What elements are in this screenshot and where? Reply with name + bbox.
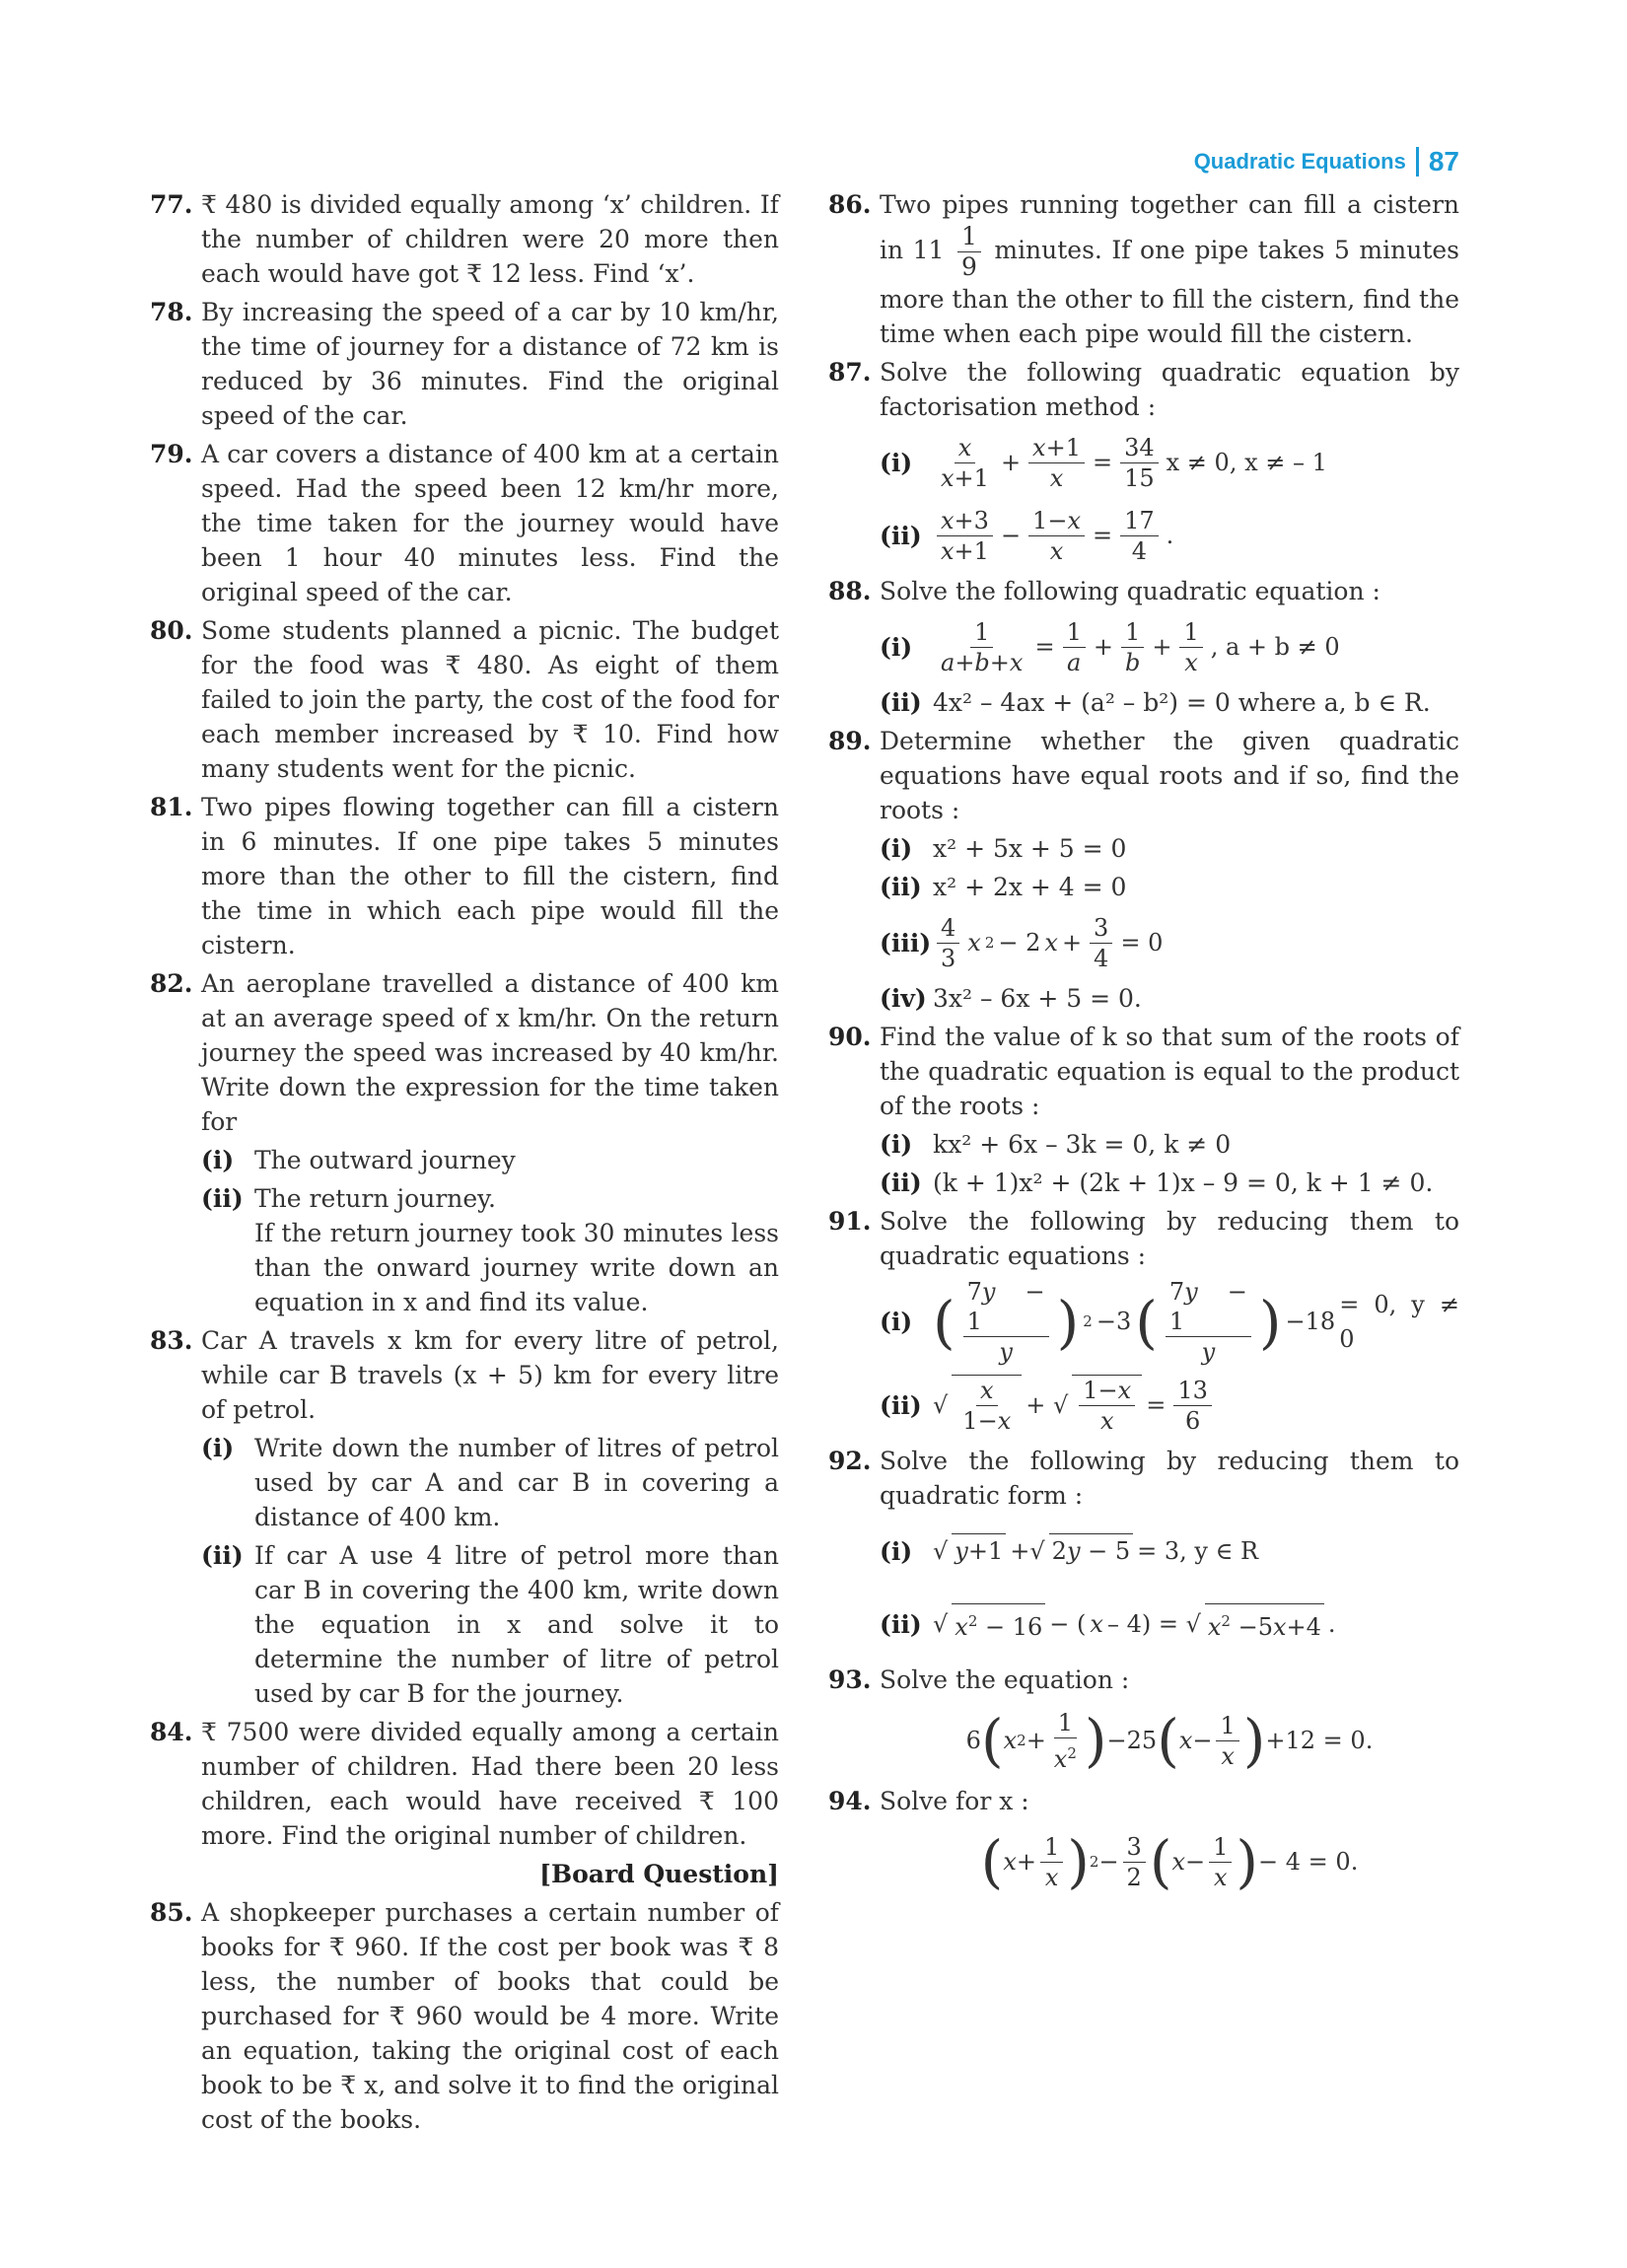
equation: $\frac{x}{x+1}$ + $\frac{x+1}{x}$ = $\frac{34}{15}$ x ≠ 0, x ≠ – 1 (941, 433, 1327, 492)
left-column (150, 187, 779, 2141)
question-91-part-i: (i) ( $\frac{7y - 1}{y}$ ) 2 −3 ( $\frac{7y - 1}{y}$ ) −18 = 0, y ≠ 0 (880, 1278, 1459, 1366)
question-80: 80. Some students planned a picnic. The budget for the food was ₹ 480. As eight of them failed to join the party, the cost of the food for each member increased by ₹ 10. Find how many students went for the picnic. (150, 616, 779, 783)
equation: √ $\frac{x}{1-x}$ + √ $\frac{1-x}{x}$ = $\frac{13}{6}$ (933, 1375, 1216, 1436)
equation: √ y+1 +√ 2y − 5 = 3, y ∈ R (933, 1533, 1258, 1569)
question-94: 94. Solve for x : ( x + $\frac{1}{x}$ ) 2 − $\frac{3}{2}$ ( x − $\frac{1}{x}$ ) − 4 = 0. (828, 1784, 1459, 1901)
question-90-part-ii: (ii) (k + 1)x² + (2k + 1)x – 9 = 0, k + 1 ≠ 0. (880, 1169, 1434, 1197)
question-83-part-i: (i) Write down the number of litres of petrol used by car A and car B in covering a distance of 400 km. (201, 1434, 779, 1531)
board-question-tag: [Board Question] (539, 1860, 779, 1888)
question-82-part-i: (i) The outward journey (201, 1146, 516, 1174)
equation: $\frac{1}{a+b+x}$ = $\frac{1}{a}$ + $\frac{1}{b}$ + $\frac{1}{x}$ , a + b ≠ 0 (941, 617, 1340, 676)
page-number: 87 (1428, 146, 1459, 177)
equation: $\frac{4}{3}$ x 2 − 2 x + $\frac{3}{4}$ = 0 (933, 913, 1163, 973)
question-79: 79. A car covers a distance of 400 km at a certain speed. Had the speed been 12 km/hr more, the time taken for the journey would have been 1 hour 40 minutes less. Find the original speed of the car. (150, 440, 779, 606)
question-88-part-i: (i) $\frac{1}{a+b+x}$ = $\frac{1}{a}$ + $\frac{1}{b}$ + $\frac{1}{x}$ , a + b ≠ 0 (880, 617, 1340, 676)
question-81: 81. Two pipes flowing together can fill a cistern in 6 minutes. If one pipe takes 5 minutes more than the other to fill the cistern, find the time in which each pipe would fill the cistern. (150, 793, 779, 959)
question-87-part-ii: (ii) $\frac{x+3}{x+1}$ − $\frac{1-x}{x}$ = $\frac{17}{4}$ . (880, 506, 1174, 565)
equation: 6 ( x 2 + $\frac{1}{x^2}$ ) −25 ( x − $\frac{1}{x}$ ) +12 = 0. (965, 1707, 1374, 1774)
question-91: 91. Solve the following by reducing them to quadratic equations : (i) ( $\frac{7y - 1}{y}$ ) 2 −3 ( $\frac{7y - 1}{y}$ ) −18 = 0, y ≠ 0 (ii) √ $\frac{x}{1-x}$ + √ $\frac{1-x}{x}$ = $\frac{13}{6}$ (828, 1204, 1459, 1440)
chapter-title: Quadratic Equations (1193, 149, 1406, 174)
header-divider (1416, 147, 1419, 177)
question-85: 85. A shopkeeper purchases a certain number of books for ₹ 960. If the cost per book was ₹ 8 less, the number of books that could be purchased for ₹ 960 would be 4 more. Write an equation, taking the original cost of each book to be ₹ x, and solve it to find the original cost of the books. (150, 1898, 779, 2134)
question-82-part-ii: (ii) The return journey. If the return journey took 30 minutes less than the onward journey write down an equation in x and find its value. (201, 1184, 779, 1316)
question-89-part-iv: (iv) 3x² – 6x + 5 = 0. (880, 984, 1142, 1013)
question-86: 86. Two pipes running together can fill a cistern in 11 $\frac{1}{9}$ minutes. If one pipe takes 5 minutes more than the other to fill the cistern, find the time when each pipe would fill the cistern. (828, 190, 1460, 348)
question-82: 82. An aeroplane travelled a distance of 400 km at an average speed of x km/hr. On the return journey the speed was increased by 40 km/hr. Write down the expression for the time taken for (i) The outward journey (ii) The return journey. If the return journey took 30 minutes less than the onward journey write down an equation in x and find its value. (150, 966, 779, 1319)
page-header (1194, 146, 1459, 177)
question-89: 89. Determine whether the given quadratic equations have equal roots and if so, find the roots : (i) x² + 5x + 5 = 0 (ii) x² + 2x + 4 = 0 (iii) $\frac{4}{3}$ x 2 − 2 x + $\frac{3}{4}$ = 0 (iv) 3x² – 6x + 5 = 0. (828, 724, 1459, 1016)
question-83: 83. Car A travels x km for every litre of petrol, while car B travels (x + 5) km for every litre of petrol. (i) Write down the number of litres of petrol used by car A and car B in covering a distance of 400 km. (ii) If car A use 4 litre of petrol more than car B in covering the 400 km, write down the equation in x and solve it to determine the number of litre of petrol used by car B for the journey. (150, 1323, 779, 1711)
question-90-part-i: (i) kx² + 6x – 3k = 0, k ≠ 0 (880, 1130, 1232, 1159)
question-89-part-i: (i) x² + 5x + 5 = 0 (880, 834, 1127, 863)
equation: ( x + $\frac{1}{x}$ ) 2 − $\frac{3}{2}$ ( x − $\frac{1}{x}$ ) − 4 = 0. (980, 1828, 1359, 1895)
fraction: $\frac{1}{9}$ (957, 222, 981, 282)
question-91-part-ii: (ii) √ $\frac{x}{1-x}$ + √ $\frac{1-x}{x}$ = $\frac{13}{6}$ (880, 1371, 1459, 1440)
right-column (828, 187, 1459, 1905)
question-88: 88. Solve the following quadratic equation : (i) $\frac{1}{a+b+x}$ = $\frac{1}{a}$ + $\frac{1}{b}$ + $\frac{1}{x}$ , a + b ≠ 0 (ii) 4x² – 4ax + (a² – b²) = 0 where a, b ∈ R. (828, 574, 1459, 720)
question-77: 77. ₹ 480 is divided equally among ‘x’ children. If the number of children were 20 more then each would have got ₹ 12 less. Find ‘x’. (150, 190, 779, 288)
question-78: 78. By increasing the speed of a car by 10 km/hr, the time of journey for a distance of 72 km is reduced by 36 minutes. Find the original speed of the car. (150, 298, 779, 430)
question-93: 93. Solve the equation : 6 ( x 2 + $\frac{1}{x^2}$ ) −25 ( x − $\frac{1}{x}$ ) +12 = 0. (828, 1663, 1459, 1780)
question-92-part-ii: (ii) √ $x^2 - 16$ − ( x – 4) = √ $x^2 -5x+4$ . (880, 1590, 1459, 1659)
question-87: 87. Solve the following quadratic equation by factorisation method : (i) $\frac{x}{x+1}$ + $\frac{x+1}{x}$ = $\frac{34}{15}$ x ≠ 0, x ≠ – 1 (ii) $\frac{x+3}{x+1}$ − $\frac{1-x}{x}$ = $\frac{17}{4}$ . (828, 355, 1459, 570)
equation: $\frac{x+3}{x+1}$ − $\frac{1-x}{x}$ = $\frac{17}{4}$ . (933, 506, 1173, 566)
question-92: 92. Solve the following by reducing them to quadratic form : (i) √ y+1 +√ 2y − 5 = 3, y ∈ R (ii) √ $x^2 - 16$ − ( x – 4) = √ $x^2 -5x+4$ . (828, 1444, 1459, 1659)
question-92-part-i: (i) √ y+1 +√ 2y − 5 = 3, y ∈ R (880, 1517, 1459, 1586)
question-90: 90. Find the value of k so that sum of the roots of the quadratic equation is equal to the product of the roots : (i) kx² + 6x – 3k = 0, k ≠ 0 (ii) (k + 1)x² + (2k + 1)x – 9 = 0, k + 1 ≠ 0. (828, 1020, 1459, 1200)
equation: √ $x^2 - 16$ − ( x – 4) = √ $x^2 -5x+4$ . (933, 1603, 1336, 1645)
equation: ( $\frac{7y - 1}{y}$ ) 2 −3 ( $\frac{7y - 1}{y}$ ) −18 = 0, y ≠ 0 (933, 1278, 1459, 1366)
question-84: 84. ₹ 7500 were divided equally among a certain number of children. Had there been 20 less children, each would have received ₹ 100 more. Find the original number of children. (150, 1718, 779, 1850)
question-89-part-ii: (ii) x² + 2x + 4 = 0 (880, 873, 1127, 901)
question-83-part-ii: (ii) If car A use 4 litre of petrol more than car B in covering the 400 km, write down the equation in x and solve it to determine the number of litre of petrol used by car B for the journey. (201, 1541, 779, 1708)
question-89-part-iii: (iii) $\frac{4}{3}$ x 2 − 2 x + $\frac{3}{4}$ = 0 (880, 913, 1164, 972)
question-88-part-ii: (ii) 4x² – 4ax + (a² – b²) = 0 where a, b ∈ R. (880, 688, 1431, 717)
question-87-part-i: (i) $\frac{x}{x+1}$ + $\frac{x+1}{x}$ = $\frac{34}{15}$ x ≠ 0, x ≠ – 1 (880, 433, 1327, 492)
